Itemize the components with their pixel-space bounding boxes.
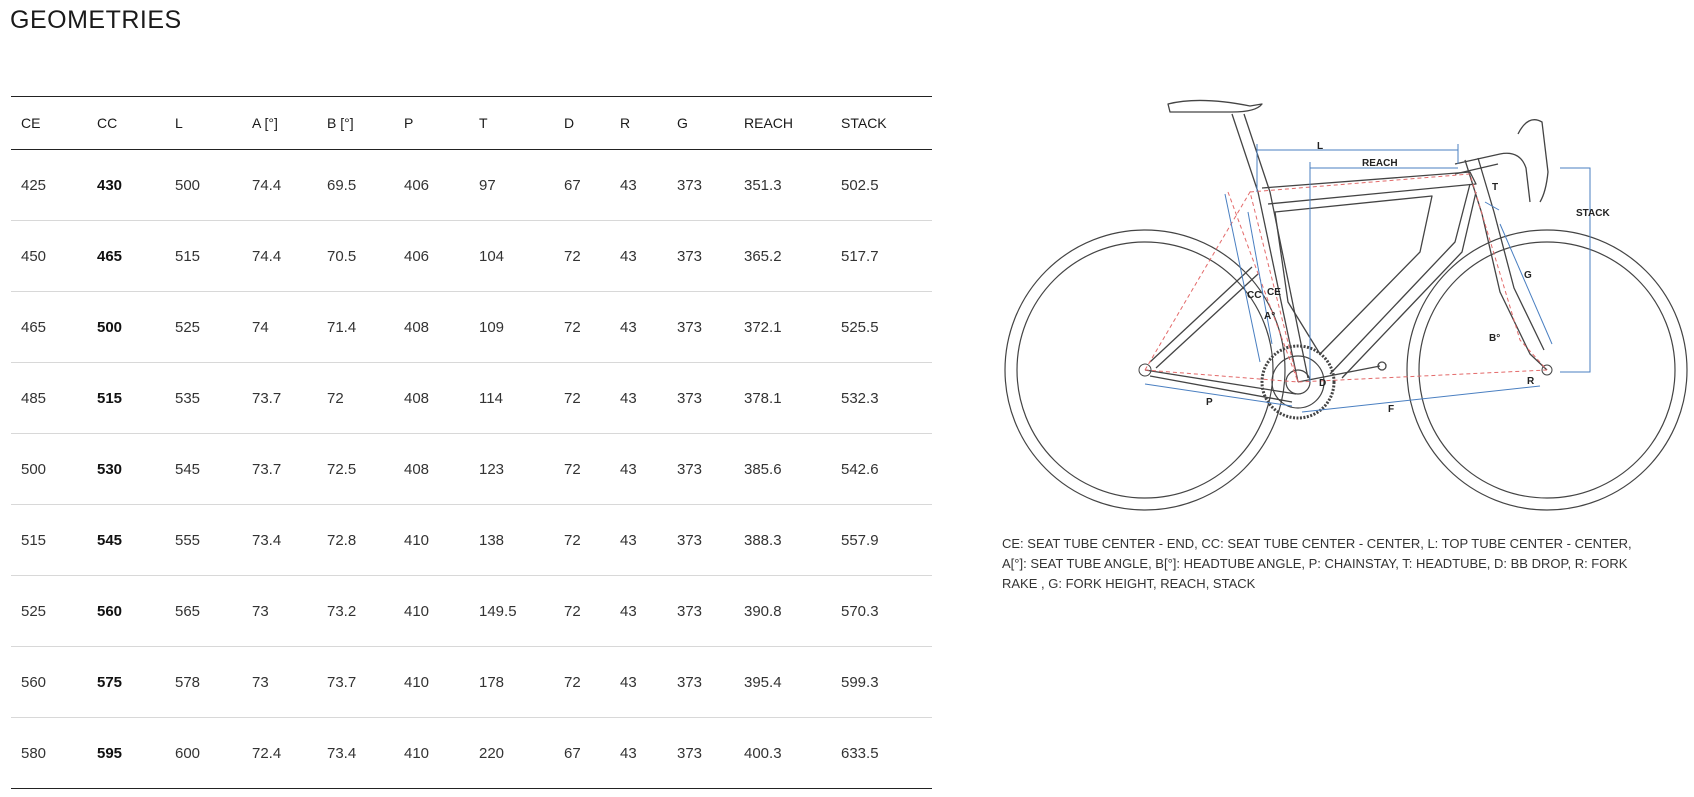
cell-p: 408 [394, 434, 469, 505]
cell-ce: 450 [11, 221, 87, 292]
column-header-reach: REACH [744, 115, 794, 131]
cell-r: 43 [610, 434, 667, 505]
cell-ce: 560 [11, 647, 87, 718]
column-header-stack: STACK [841, 115, 887, 131]
cell-cc: 430 [87, 150, 165, 221]
cell-t: 109 [469, 292, 554, 363]
label-d: D [1319, 378, 1327, 389]
cell-g: 373 [667, 292, 734, 363]
cell-l: 535 [165, 363, 242, 434]
geometry-table-body [11, 150, 932, 789]
table-row [11, 718, 932, 789]
cell-d: 72 [554, 576, 610, 647]
cell-stack: 557.9 [831, 505, 932, 576]
cell-reach: 400.3 [734, 718, 831, 789]
cell-g: 373 [667, 221, 734, 292]
table-row [11, 505, 932, 576]
cell-cc: 560 [87, 576, 165, 647]
cell-stack: 570.3 [831, 576, 932, 647]
label-reach: REACH [1362, 158, 1398, 169]
cell-l: 565 [165, 576, 242, 647]
cell-d: 72 [554, 221, 610, 292]
cell-p: 408 [394, 363, 469, 434]
cell-p: 410 [394, 576, 469, 647]
cell-l: 500 [165, 150, 242, 221]
cell-reach: 390.8 [734, 576, 831, 647]
cell-r: 43 [610, 718, 667, 789]
cell-t: 138 [469, 505, 554, 576]
cell-r: 43 [610, 647, 667, 718]
cell-cc: 530 [87, 434, 165, 505]
cell-a: 74.4 [242, 221, 317, 292]
cell-p: 406 [394, 150, 469, 221]
cell-p: 410 [394, 718, 469, 789]
cell-cc: 515 [87, 363, 165, 434]
column-header-t: T [479, 115, 488, 131]
cell-g: 373 [667, 576, 734, 647]
cell-a: 73 [242, 576, 317, 647]
geometry-table-header [11, 97, 932, 150]
cell-cc: 575 [87, 647, 165, 718]
column-header-d: D [564, 115, 575, 131]
label-a: A° [1264, 311, 1276, 322]
cell-p: 408 [394, 292, 469, 363]
cell-l: 600 [165, 718, 242, 789]
cell-reach: 372.1 [734, 292, 831, 363]
cell-g: 373 [667, 434, 734, 505]
cell-reach: 351.3 [734, 150, 831, 221]
cell-r: 43 [610, 150, 667, 221]
cell-l: 545 [165, 434, 242, 505]
cell-d: 72 [554, 292, 610, 363]
cell-reach: 378.1 [734, 363, 831, 434]
cell-t: 104 [469, 221, 554, 292]
cell-ce: 525 [11, 576, 87, 647]
table-row [11, 221, 932, 292]
cell-cc: 545 [87, 505, 165, 576]
cell-g: 373 [667, 505, 734, 576]
column-header-b: B [°] [327, 115, 354, 131]
column-header-p: P [404, 115, 414, 131]
cell-reach: 365.2 [734, 221, 831, 292]
column-header-a: A [°] [252, 115, 278, 131]
cell-g: 373 [667, 363, 734, 434]
cell-p: 410 [394, 647, 469, 718]
cell-ce: 515 [11, 505, 87, 576]
label-g: G [1524, 270, 1532, 281]
cell-b: 70.5 [317, 221, 394, 292]
cell-a: 73.7 [242, 363, 317, 434]
bike-geometry-diagram [1000, 92, 1690, 512]
cell-d: 72 [554, 647, 610, 718]
cell-reach: 385.6 [734, 434, 831, 505]
table-row [11, 576, 932, 647]
label-b: B° [1489, 333, 1501, 344]
cell-cc: 595 [87, 718, 165, 789]
label-f: F [1388, 404, 1395, 415]
table-row [11, 363, 932, 434]
cell-stack: 517.7 [831, 221, 932, 292]
cell-b: 73.7 [317, 647, 394, 718]
cell-ce: 485 [11, 363, 87, 434]
cell-ce: 425 [11, 150, 87, 221]
cell-r: 43 [610, 292, 667, 363]
bike-frame [1145, 100, 1548, 402]
column-header-r: R [620, 115, 631, 131]
cell-a: 74.4 [242, 150, 317, 221]
cell-a: 73 [242, 647, 317, 718]
table-row [11, 434, 932, 505]
column-header-ce: CE [21, 115, 41, 131]
column-header-l: L [175, 115, 183, 131]
cell-b: 72.8 [317, 505, 394, 576]
cell-b: 72.5 [317, 434, 394, 505]
cell-t: 114 [469, 363, 554, 434]
cell-d: 72 [554, 434, 610, 505]
label-l: L [1317, 141, 1324, 152]
cell-l: 555 [165, 505, 242, 576]
header-row [11, 97, 932, 150]
cell-d: 72 [554, 363, 610, 434]
cell-b: 69.5 [317, 150, 394, 221]
table-row [11, 647, 932, 718]
cell-p: 410 [394, 505, 469, 576]
cell-t: 220 [469, 718, 554, 789]
cell-a: 74 [242, 292, 317, 363]
cell-g: 373 [667, 150, 734, 221]
cell-g: 373 [667, 647, 734, 718]
cell-g: 373 [667, 718, 734, 789]
cell-t: 149.5 [469, 576, 554, 647]
cell-b: 73.4 [317, 718, 394, 789]
geometry-table [11, 96, 932, 789]
cell-reach: 395.4 [734, 647, 831, 718]
table-row [11, 292, 932, 363]
cell-d: 67 [554, 150, 610, 221]
label-p: P [1206, 397, 1213, 408]
cell-t: 97 [469, 150, 554, 221]
cell-t: 178 [469, 647, 554, 718]
cell-b: 71.4 [317, 292, 394, 363]
cell-l: 515 [165, 221, 242, 292]
cell-cc: 500 [87, 292, 165, 363]
cell-ce: 465 [11, 292, 87, 363]
cell-d: 67 [554, 718, 610, 789]
cell-l: 525 [165, 292, 242, 363]
cell-ce: 580 [11, 718, 87, 789]
cell-stack: 532.3 [831, 363, 932, 434]
page-title: GEOMETRIES [10, 6, 182, 34]
cell-reach: 388.3 [734, 505, 831, 576]
cell-a: 72.4 [242, 718, 317, 789]
column-header-cc: CC [97, 115, 118, 131]
label-ce: CE [1267, 287, 1281, 298]
cell-r: 43 [610, 363, 667, 434]
cell-d: 72 [554, 505, 610, 576]
cell-stack: 542.6 [831, 434, 932, 505]
diagram-caption: CE: SEAT TUBE CENTER - END, CC: SEAT TUBE CENTER - CENTER, L: TOP TUBE CENTER - CENTER, A[°]: SEAT TUBE ANGLE, B[°]: HEADTUBE ANGLE, P: CHAINSTAY, T: HEADTUBE, D: BB DROP, R: FORK RAKE , G: FORK HEIGHT, REACH, STACK [1002, 536, 1632, 591]
cell-stack: 599.3 [831, 647, 932, 718]
cell-stack: 633.5 [831, 718, 932, 789]
label-cc: CC [1247, 290, 1262, 301]
cell-t: 123 [469, 434, 554, 505]
label-stack: STACK [1576, 208, 1610, 219]
cell-ce: 500 [11, 434, 87, 505]
column-header-g: G [677, 115, 688, 131]
cell-b: 73.2 [317, 576, 394, 647]
cell-stack: 502.5 [831, 150, 932, 221]
cell-p: 406 [394, 221, 469, 292]
table-row [11, 150, 932, 221]
cell-a: 73.7 [242, 434, 317, 505]
label-r: R [1527, 376, 1535, 387]
cell-b: 72 [317, 363, 394, 434]
cell-stack: 525.5 [831, 292, 932, 363]
label-t: T [1492, 182, 1499, 193]
cell-cc: 465 [87, 221, 165, 292]
cell-r: 43 [610, 576, 667, 647]
cell-r: 43 [610, 221, 667, 292]
cell-r: 43 [610, 505, 667, 576]
cell-l: 578 [165, 647, 242, 718]
cell-a: 73.4 [242, 505, 317, 576]
